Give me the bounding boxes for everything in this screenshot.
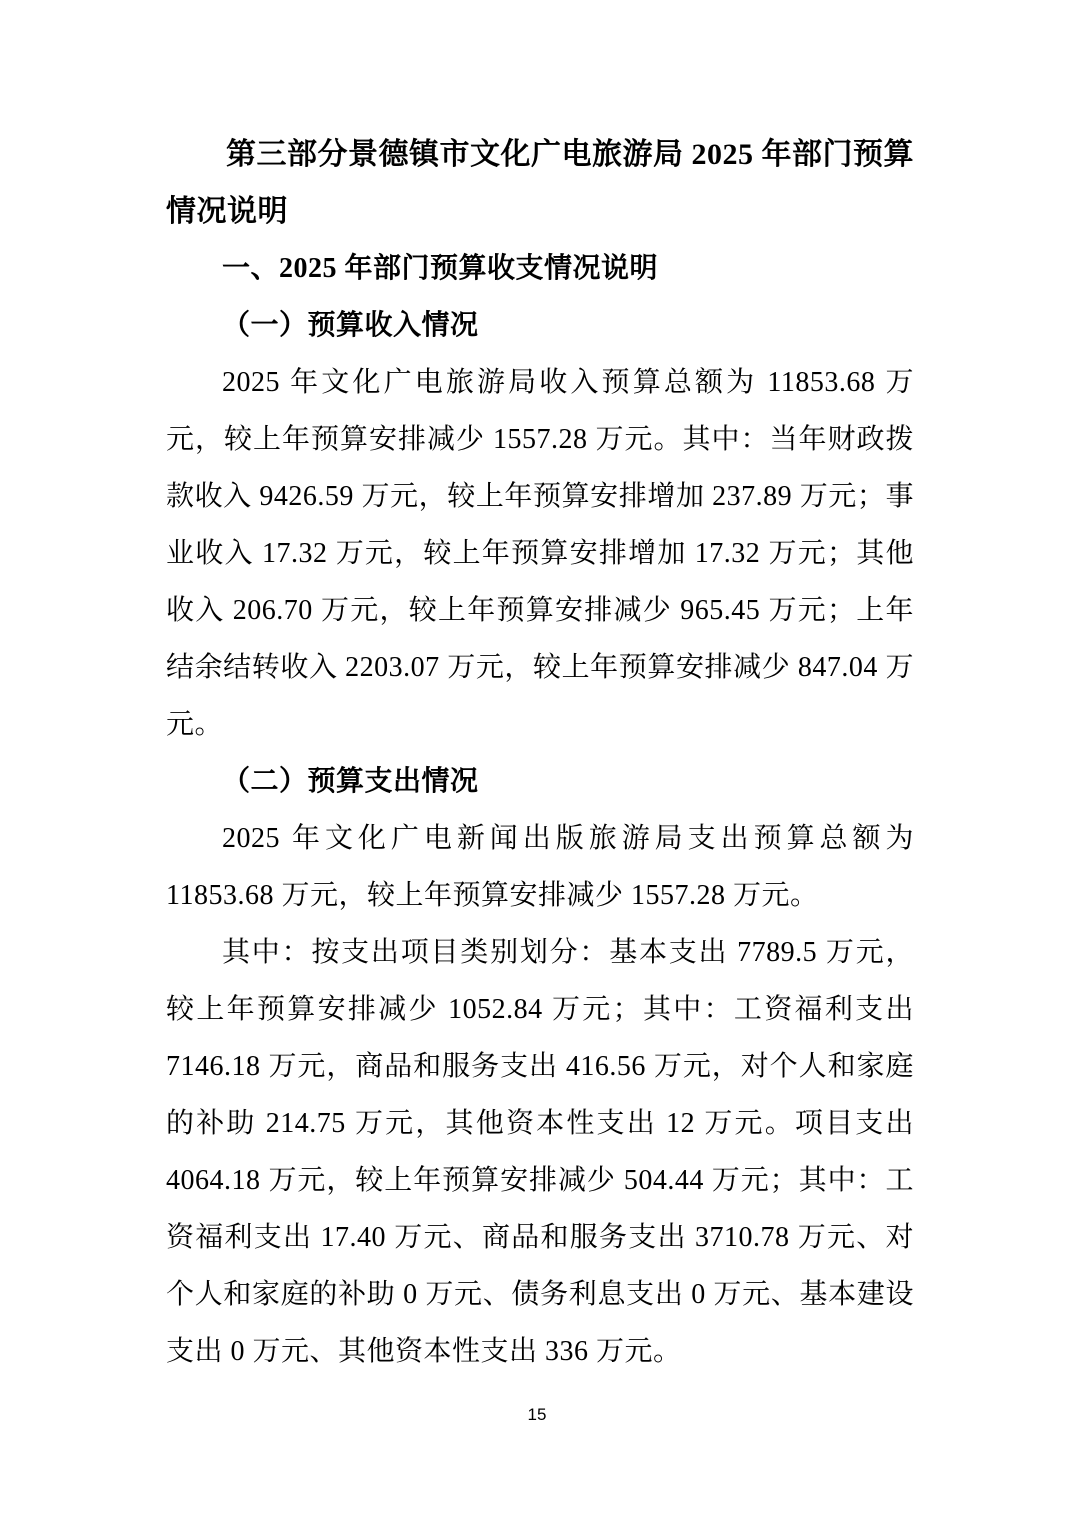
paragraph-expenditure-details: 其中：按支出项目类别划分：基本支出 7789.5 万元，较上年预算安排减少 1052.84 万元；其中：工资福利支出 7146.18 万元，商品和服务支出 416.56 万元，对个人和家庭的补助 214.75 万元，其他资本性支出 12 万元。项目支出 4064.18 万元，较上年预算安排减少 504.44 万元；其中：工资福利支出 17.40 万元、商品和服务支出 3710.78 万元、对个人和家庭的补助 0 万元、债务利息支出 0 万元、基本建设支出 0 万元、其他资本性支出 336 万元。 (166, 937, 914, 1367)
heading-budget-overview: 一、2025 年部门预算收支情况说明 (222, 253, 659, 284)
paragraph-expenditure-total: 2025 年文化广电新闻出版旅游局支出预算总额为 11853.68 万元，较上年预算安排减少 1557.28 万元。 (166, 823, 914, 911)
document-content (166, 126, 914, 1380)
document-title: 第三部分景德镇市文化广电旅游局 2025 年部门预算情况说明 (166, 138, 914, 228)
paragraph-income-details: 2025 年文化广电旅游局收入预算总额为 11853.68 万元，较上年预算安排减少 1557.28 万元。其中：当年财政拨款收入 9426.59 万元，较上年预算安排增加 237.89 万元；事业收入 17.32 万元，较上年预算安排增加 17.32 万元；其他收入 206.70 万元，较上年预算安排减少 965.45 万元；上年结余结转收入 2203.07 万元，较上年预算安排减少 847.04 万元。 (166, 367, 914, 740)
heading-income-situation: （一）预算收入情况 (222, 310, 479, 341)
page-number: 15 (527, 1405, 547, 1424)
heading-expenditure-situation: （二）预算支出情况 (222, 766, 479, 797)
